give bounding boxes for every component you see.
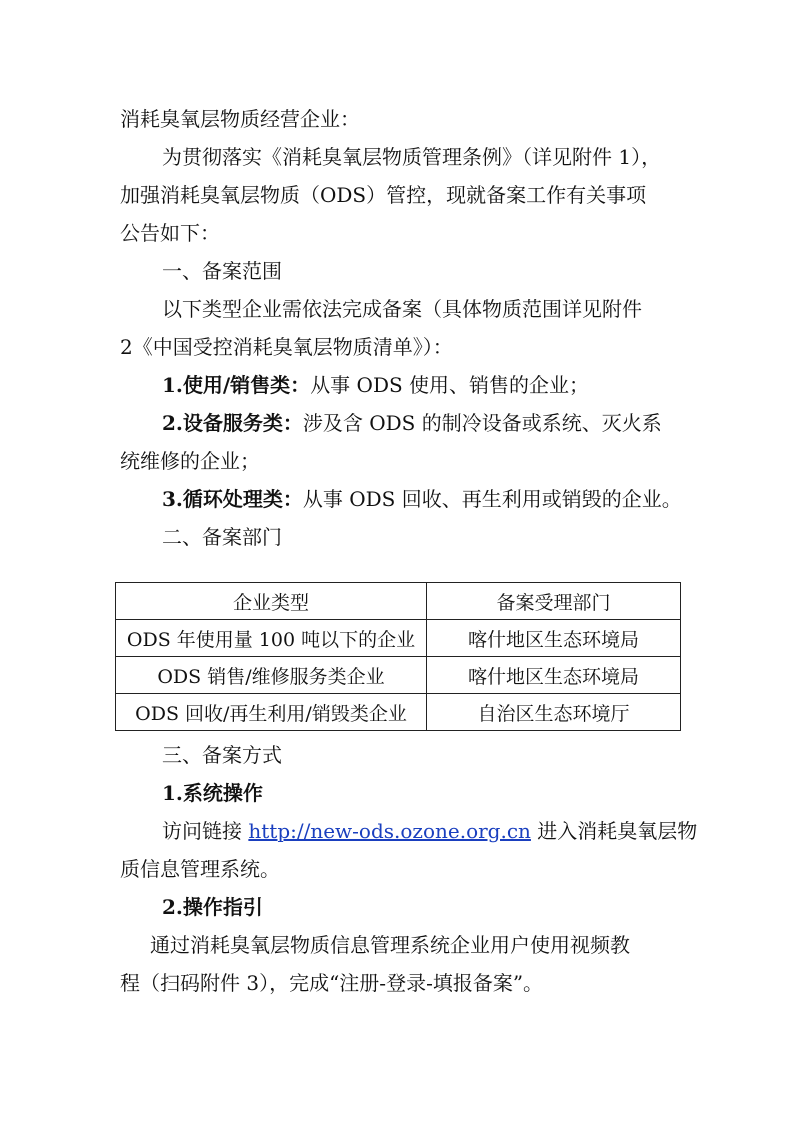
visit-link-continued: 质信息管理系统。 bbox=[120, 857, 280, 881]
scope-item-2 bbox=[162, 404, 680, 442]
table-cell: 喀什地区生态环境局 bbox=[427, 657, 681, 694]
table-row bbox=[116, 657, 681, 694]
scope-item-2-continued: 统维修的企业； bbox=[120, 449, 260, 473]
section-1-heading: 一、备案范围 bbox=[162, 259, 282, 283]
table-header-cell: 企业类型 bbox=[116, 583, 427, 620]
table-row bbox=[116, 694, 681, 731]
guide-line-1: 通过消耗臭氧层物质信息管理系统企业用户使用视频教 bbox=[150, 933, 630, 957]
scope-item-3-text: 从事 ODS 回收、再生利用或销毁的企业。 bbox=[302, 487, 682, 511]
guide-line-2: 程（扫码附件 3），完成“注册-登录-填报备案”。 bbox=[120, 971, 544, 995]
visit-suffix: 进入消耗臭氧层物 bbox=[530, 819, 698, 843]
scope-item-3 bbox=[162, 480, 680, 518]
table-header-cell: 备案受理部门 bbox=[427, 583, 681, 620]
scope-item-2-text: 涉及含 ODS 的制冷设备或系统、灭火系 bbox=[302, 411, 662, 435]
scope-item-2-label: 2.设备服务类： bbox=[162, 411, 303, 435]
section-1-para-line-2: 2《中国受控消耗臭氧层物质清单》）： bbox=[120, 335, 453, 359]
table-cell: 自治区生态环境厅 bbox=[427, 694, 681, 731]
ods-system-link[interactable]: http://new-ods.ozone.org.cn bbox=[248, 819, 531, 843]
table-cell: ODS 年使用量 100 吨以下的企业 bbox=[116, 620, 427, 657]
section-1-para-line-1: 以下类型企业需依法完成备案（具体物质范围详见附件 bbox=[162, 297, 642, 321]
intro-line-2: 加强消耗臭氧层物质（ODS）管控，现就备案工作有关事项 bbox=[120, 183, 647, 207]
intro-line-1: 为贯彻落实《消耗臭氧层物质管理条例》（详见附件 1）， bbox=[162, 145, 662, 169]
subheading-operation-guide: 2.操作指引 bbox=[162, 895, 263, 919]
salutation: 消耗臭氧层物质经营企业： bbox=[120, 107, 360, 131]
filing-department-table bbox=[115, 582, 681, 731]
scope-item-1 bbox=[162, 366, 680, 404]
table-row bbox=[116, 620, 681, 657]
visit-prefix: 访问链接 bbox=[162, 819, 249, 843]
scope-item-1-label: 1.使用/销售类： bbox=[162, 373, 311, 397]
section-2-heading: 二、备案部门 bbox=[162, 525, 282, 549]
scope-item-1-text: 从事 ODS 使用、销售的企业； bbox=[310, 373, 590, 397]
scope-item-3-label: 3.循环处理类： bbox=[162, 487, 303, 511]
subheading-system-operation: 1.系统操作 bbox=[162, 781, 263, 805]
table-cell: ODS 销售/维修服务类企业 bbox=[116, 657, 427, 694]
table-cell: ODS 回收/再生利用/销毁类企业 bbox=[116, 694, 427, 731]
section-3-heading: 三、备案方式 bbox=[162, 743, 282, 767]
visit-link-line bbox=[162, 812, 698, 850]
intro-line-3: 公告如下： bbox=[120, 221, 220, 245]
table-header-row bbox=[116, 583, 681, 620]
table-cell: 喀什地区生态环境局 bbox=[427, 620, 681, 657]
